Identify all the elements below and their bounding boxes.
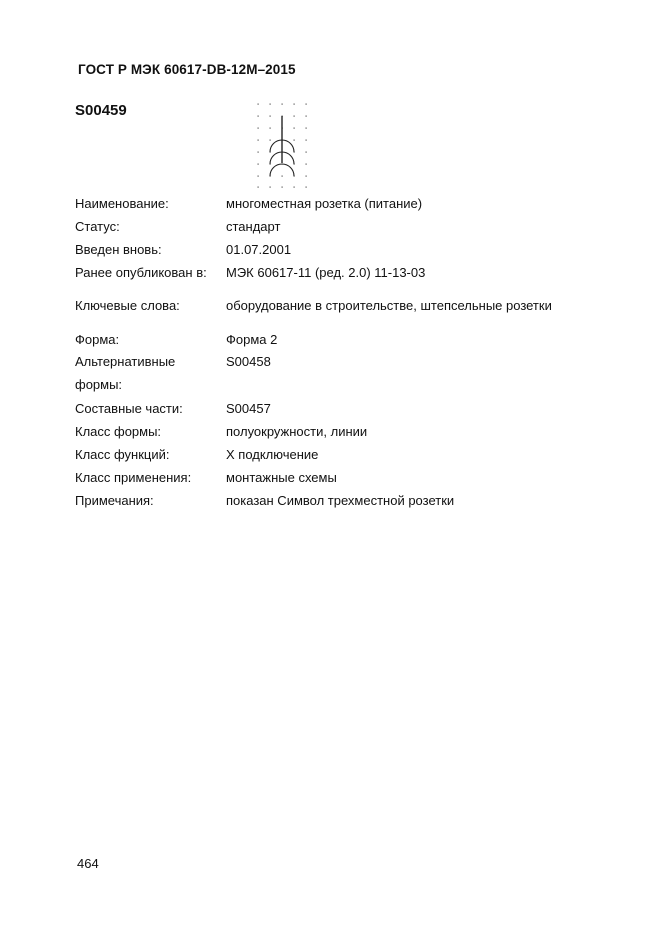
attribute-value: стандарт [226, 219, 281, 234]
attribute-row [75, 219, 635, 239]
attribute-label: Форма: [75, 332, 120, 347]
attribute-label: Ранее опубликован в: [75, 265, 207, 280]
attribute-label: формы: [75, 377, 123, 392]
attribute-value: оборудование в строительстве, штепсельные розетки [226, 298, 552, 313]
attribute-row [75, 401, 635, 421]
attribute-row [75, 493, 635, 513]
attribute-row [75, 470, 635, 490]
attribute-value: S00457 [226, 401, 271, 416]
attribute-value: X подключение [226, 447, 319, 462]
attribute-value: монтажные схемы [226, 470, 337, 485]
attribute-value: 01.07.2001 [226, 242, 292, 257]
attribute-value: МЭК 60617-11 (ред. 2.0) 11-13-03 [226, 265, 426, 280]
attribute-value: показан Символ трехместной розетки [226, 493, 455, 508]
attribute-label: Наименование: [75, 196, 169, 211]
attribute-value: полуокружности, линии [226, 424, 368, 439]
attribute-value: Форма 2 [226, 332, 278, 347]
attribute-value: S00458 [226, 354, 271, 369]
attribute-label: Альтернативные [75, 354, 176, 369]
attribute-row [75, 242, 635, 262]
attribute-row [75, 265, 635, 285]
page-number: 464 [77, 856, 99, 871]
attribute-label: Составные части: [75, 401, 183, 416]
attribute-label: Статус: [75, 219, 120, 234]
attribute-label: Примечания: [75, 493, 154, 508]
attribute-row [75, 298, 635, 318]
attribute-row [75, 196, 635, 216]
document-header: ГОСТ Р МЭК 60617-DB-12M–2015 [78, 62, 296, 77]
attribute-label: Ключевые слова: [75, 298, 180, 313]
attribute-label: Класс функций: [75, 447, 170, 462]
attribute-row [75, 424, 635, 444]
attribute-label: Класс применения: [75, 470, 192, 485]
multiple-socket-outlet-icon [250, 98, 316, 194]
symbol-code: S00459 [75, 102, 127, 119]
attribute-row [75, 354, 635, 374]
attribute-row [75, 332, 635, 352]
attribute-row [75, 447, 635, 467]
attribute-label: Класс формы: [75, 424, 162, 439]
attribute-row [75, 377, 635, 397]
attribute-value: многоместная розетка (питание) [226, 196, 423, 211]
attribute-label: Введен вновь: [75, 242, 162, 257]
